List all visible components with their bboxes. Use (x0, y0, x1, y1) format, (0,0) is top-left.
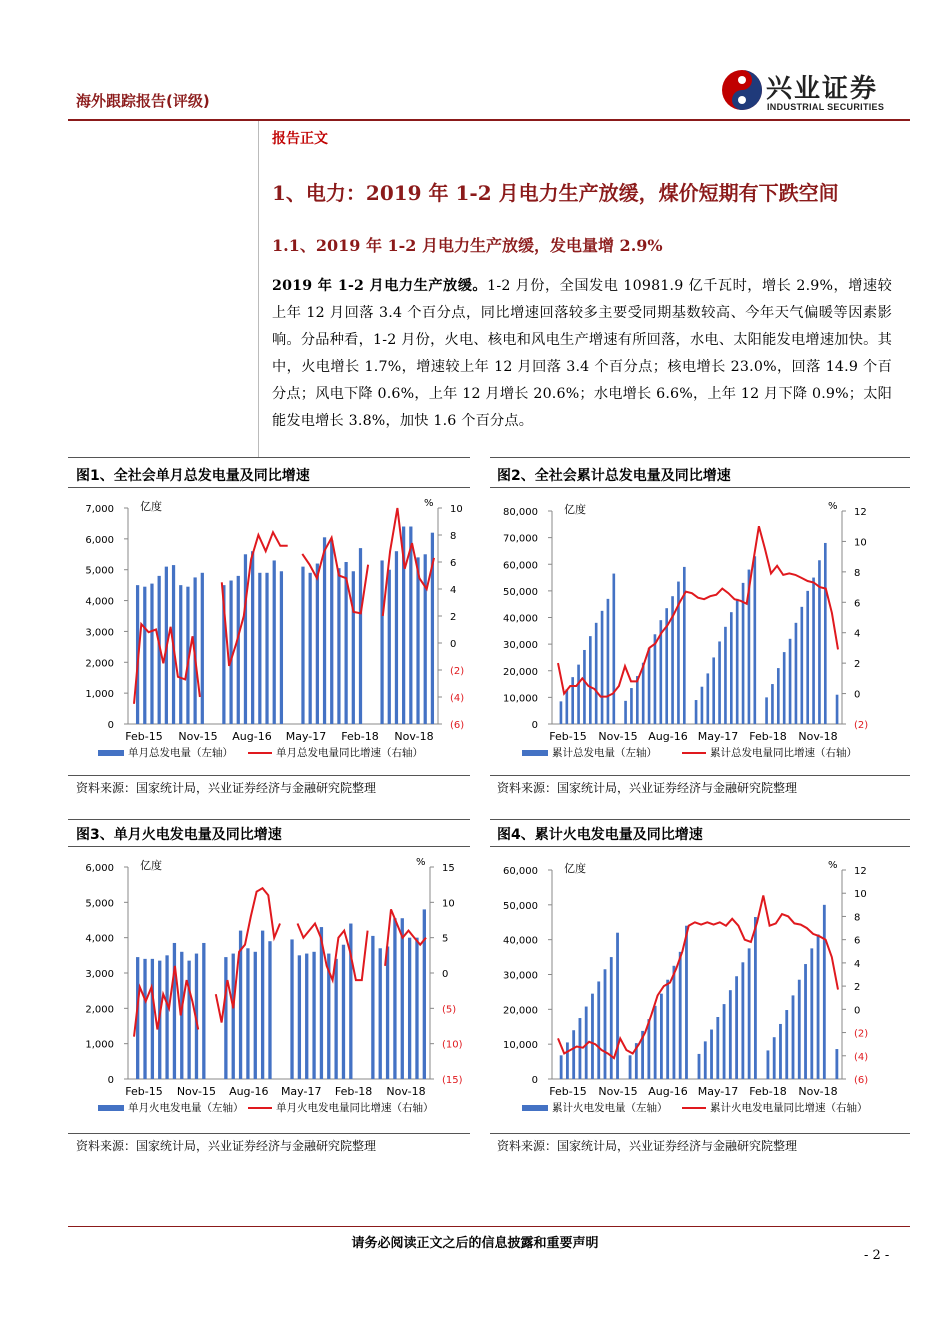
bar (729, 990, 732, 1079)
bar (359, 548, 362, 724)
bar (642, 663, 645, 724)
bar (810, 948, 813, 1079)
bar (560, 1055, 563, 1079)
legend-bar-label: 累计火电发电量（左轴） (552, 1102, 668, 1114)
bar (823, 905, 826, 1079)
bar (754, 917, 757, 1079)
fig2-title: 图2、全社会累计总发电量及同比增速 (497, 468, 731, 484)
bar (301, 567, 304, 724)
x-tick-label: Feb-15 (125, 730, 163, 743)
bar (571, 677, 574, 724)
right-tick-label: 2 (450, 612, 457, 623)
bar (836, 695, 839, 724)
x-tick-label: Feb-15 (549, 1085, 587, 1098)
fig2-top-rule (490, 457, 910, 458)
bar (143, 587, 146, 724)
bar (380, 560, 383, 724)
bar (371, 936, 374, 1079)
bar (224, 957, 227, 1079)
legend-line-label: 单月火电发电量同比增速（右轴） (276, 1102, 434, 1114)
right-tick-label: 2 (854, 982, 861, 994)
bar (342, 945, 345, 1079)
bar (698, 1054, 701, 1079)
bar (654, 634, 657, 724)
right-tick-label: (6) (854, 1075, 869, 1086)
bar (779, 1024, 782, 1079)
bar (298, 955, 301, 1079)
left-tick-label: 1,000 (85, 1039, 114, 1051)
bar (597, 981, 600, 1079)
bar (334, 959, 337, 1079)
bar (415, 938, 418, 1079)
bar (244, 554, 247, 724)
left-tick-label: 40,000 (503, 613, 538, 625)
x-tick-label: Feb-18 (749, 1085, 787, 1098)
bar (785, 1010, 788, 1079)
left-tick-label: 0 (107, 720, 114, 731)
bar (305, 954, 308, 1079)
right-tick-label: 10 (450, 504, 463, 515)
brand-name: 兴业证券 (766, 74, 879, 104)
bar (265, 573, 268, 724)
report-type: 海外跟踪报告(评级) (76, 92, 210, 110)
bar (666, 980, 669, 1079)
left-tick-label: 50,000 (503, 900, 538, 912)
x-tick-label: Aug-16 (232, 730, 272, 743)
page-number: - 2 - (864, 1248, 890, 1263)
bar (818, 560, 821, 724)
bar (629, 1055, 632, 1079)
bar (679, 952, 682, 1079)
right-unit-label: % (828, 501, 838, 512)
bar (695, 700, 698, 724)
bar (408, 938, 411, 1079)
right-unit-label: % (416, 857, 426, 868)
bar (607, 599, 610, 724)
right-tick-label: 8 (854, 912, 861, 924)
fig1-title: 图1、全社会单月总发电量及同比增速 (76, 468, 310, 484)
bar (258, 573, 261, 724)
bar (416, 557, 419, 724)
bar (673, 966, 676, 1079)
right-tick-label: 0 (450, 639, 457, 650)
bar (323, 537, 326, 724)
bar (648, 648, 651, 724)
legend-bar-label: 单月总发电量（左轴） (128, 747, 233, 759)
bar (610, 957, 613, 1079)
fig4-source: 资料来源：国家统计局，兴业证券经济与金融研究院整理 (497, 1139, 798, 1153)
legend-line-label: 累计总发电量同比增速（右轴） (710, 747, 857, 759)
bar (624, 701, 627, 724)
fig2-source: 资料来源：国家统计局，兴业证券经济与金融研究院整理 (497, 781, 798, 795)
bar (773, 1037, 776, 1079)
heading-1: 1、电力：2019 年 1-2 月电力生产放缓，煤价短期有下跌空间 (272, 181, 839, 205)
bar (706, 673, 709, 724)
right-tick-label: (2) (450, 666, 465, 677)
bar (591, 994, 594, 1079)
x-tick-label: Feb-18 (749, 730, 787, 743)
fig4-title: 图4、累计火电发电量及同比增速 (497, 827, 703, 843)
left-tick-label: 3,000 (85, 627, 114, 639)
fig1-bottom-rule (68, 775, 470, 776)
bar (783, 652, 786, 724)
bar (312, 952, 315, 1079)
left-tick-label: 7,000 (85, 504, 114, 515)
left-unit-label: 亿度 (564, 503, 586, 516)
fig3-top-rule (68, 819, 470, 820)
bar (630, 688, 633, 724)
left-unit-label: 亿度 (140, 859, 162, 872)
left-tick-label: 10,000 (503, 1040, 538, 1052)
sidebar-divider (258, 121, 259, 457)
left-tick-label: 20,000 (503, 666, 538, 678)
series-line (134, 888, 426, 1036)
bar (309, 573, 312, 724)
bar (565, 689, 568, 724)
right-tick-label: 8 (450, 531, 457, 542)
x-tick-label: Nov-18 (798, 1085, 838, 1098)
bar (566, 1042, 569, 1079)
left-tick-label: 40,000 (503, 935, 538, 947)
bar (280, 571, 283, 724)
section-label: 报告正文 (272, 131, 328, 147)
left-tick-label: 4,000 (85, 596, 114, 608)
bar (251, 551, 254, 724)
body-paragraph (272, 273, 892, 436)
bar (201, 573, 204, 724)
heading-2: 1.1、2019 年 1-2 月电力生产放缓，发电量增 2.9% (272, 236, 663, 255)
left-tick-label: 5,000 (85, 565, 114, 577)
bar (273, 560, 276, 724)
footer-rule (68, 1226, 910, 1227)
bar (268, 941, 271, 1079)
bar (753, 556, 756, 724)
paragraph-lead: 2019 年 1-2 月电力生产放缓。 (272, 278, 488, 294)
bar (589, 636, 592, 724)
left-tick-label: 30,000 (503, 970, 538, 982)
right-tick-label: 6 (854, 598, 861, 610)
brand-logo (720, 66, 915, 116)
fig2-bottom-rule (490, 775, 910, 776)
bar (395, 551, 398, 724)
right-tick-label: 12 (854, 866, 867, 877)
bar (718, 641, 721, 724)
bar (246, 948, 249, 1079)
bar (806, 591, 809, 724)
bar (612, 574, 615, 724)
bar (683, 567, 686, 724)
legend-line-label: 累计火电发电量同比增速（右轴） (710, 1102, 868, 1114)
brand-name-en: INDUSTRIAL SECURITIES (767, 102, 885, 112)
right-tick-label: 10 (854, 889, 867, 901)
bar (660, 994, 663, 1079)
bar (352, 571, 355, 724)
left-tick-label: 5,000 (85, 898, 114, 910)
bar (179, 585, 182, 724)
x-tick-label: Aug-16 (648, 1085, 688, 1098)
left-tick-label: 80,000 (503, 507, 538, 518)
bar (173, 943, 176, 1079)
bar (835, 1049, 838, 1079)
fig2-title-rule (490, 487, 910, 488)
bar (789, 639, 792, 724)
right-unit-label: % (828, 860, 838, 871)
fig1-source: 资料来源：国家统计局，兴业证券经济与金融研究院整理 (76, 781, 377, 795)
bar (595, 623, 598, 724)
right-tick-label: 5 (442, 933, 449, 945)
bar (290, 939, 293, 1079)
bar (165, 955, 168, 1079)
bar (765, 697, 768, 724)
bar (150, 584, 153, 724)
left-tick-label: 6,000 (85, 863, 114, 874)
x-tick-label: Nov-18 (798, 730, 838, 743)
fig1-title-rule (68, 487, 470, 488)
bar (800, 607, 803, 724)
x-tick-label: Feb-15 (125, 1085, 163, 1098)
legend-bar-label: 累计总发电量（左轴） (552, 747, 657, 759)
left-tick-label: 10,000 (503, 693, 538, 705)
bar (151, 959, 154, 1079)
bar (741, 962, 744, 1079)
left-tick-label: 2,000 (85, 658, 114, 670)
fig3-bottom-rule (68, 1133, 470, 1134)
bar (712, 657, 715, 724)
legend-bar-swatch (522, 750, 548, 756)
x-tick-label: Feb-15 (549, 730, 587, 743)
left-tick-label: 2,000 (85, 1004, 114, 1016)
x-tick-label: Nov-15 (598, 1085, 638, 1098)
legend-bar-swatch (98, 1105, 124, 1111)
right-tick-label: (5) (442, 1004, 457, 1016)
fig4-bottom-rule (490, 1133, 910, 1134)
fig3-title-rule (68, 846, 470, 847)
bar (337, 568, 340, 724)
x-tick-label: May-17 (280, 1085, 322, 1098)
right-tick-label: 0 (854, 1005, 861, 1017)
bar (701, 687, 704, 724)
left-tick-label: 3,000 (85, 969, 114, 980)
bar (647, 1019, 650, 1079)
x-tick-label: Nov-15 (598, 730, 638, 743)
bar (388, 570, 391, 724)
fig4-top-rule (490, 819, 910, 820)
bar (724, 627, 727, 724)
bar (577, 665, 580, 724)
bar (730, 612, 733, 724)
legend-bar-swatch (98, 750, 124, 756)
bar (685, 926, 688, 1079)
header-rule (68, 119, 910, 121)
left-tick-label: 60,000 (503, 560, 538, 572)
x-tick-label: Nov-15 (176, 1085, 216, 1098)
footer-disclaimer: 请务必阅读正文之后的信息披露和重要声明 (351, 1236, 599, 1251)
legend-bar-swatch (522, 1105, 548, 1111)
bar (824, 543, 827, 724)
bar (330, 540, 333, 724)
bar (710, 1030, 713, 1079)
bar (792, 995, 795, 1079)
bar (229, 581, 232, 724)
left-tick-label: 60,000 (503, 866, 538, 877)
bar (254, 952, 257, 1079)
left-tick-label: 0 (531, 720, 538, 731)
left-tick-label: 1,000 (85, 689, 114, 701)
bar (723, 1004, 726, 1079)
right-tick-label: (10) (442, 1039, 463, 1051)
left-tick-label: 0 (531, 1075, 538, 1086)
bar (560, 701, 563, 724)
right-tick-label: 6 (450, 558, 457, 569)
right-tick-label: 4 (854, 958, 861, 970)
x-tick-label: May-17 (697, 1085, 739, 1098)
right-tick-label: 0 (854, 689, 861, 701)
left-tick-label: 70,000 (503, 533, 538, 545)
x-tick-label: May-17 (285, 730, 327, 743)
bar (736, 599, 739, 724)
bar (812, 578, 815, 724)
right-tick-label: 6 (854, 935, 861, 947)
bar (795, 623, 798, 724)
bar (742, 583, 745, 724)
brand-logo-icon (720, 68, 764, 112)
bar (237, 576, 240, 724)
fig4-chart (490, 851, 910, 1129)
fig3-chart (68, 851, 472, 1129)
bar (636, 676, 639, 724)
bar (735, 976, 738, 1079)
bar (424, 554, 427, 724)
left-tick-label: 30,000 (503, 640, 538, 652)
bar (716, 1017, 719, 1079)
x-tick-label: Feb-18 (334, 1085, 373, 1098)
bar (601, 611, 604, 724)
bar (767, 1050, 770, 1079)
x-tick-label: Feb-18 (341, 730, 379, 743)
right-tick-label: (15) (442, 1075, 463, 1086)
x-tick-label: Aug-16 (229, 1085, 269, 1098)
bar (232, 954, 235, 1079)
bar (423, 909, 426, 1079)
left-tick-label: 4,000 (85, 933, 114, 945)
right-tick-label: 12 (854, 507, 867, 518)
bar (583, 650, 586, 724)
left-unit-label: 亿度 (564, 862, 586, 875)
bar (654, 1006, 657, 1079)
right-tick-label: 10 (442, 898, 455, 910)
right-tick-label: (6) (450, 720, 465, 731)
right-tick-label: 4 (854, 628, 861, 640)
fig3-title: 图3、单月火电发电量及同比增速 (76, 827, 282, 843)
right-tick-label: (4) (450, 693, 465, 704)
right-tick-label: 2 (854, 659, 861, 671)
bar (187, 961, 190, 1079)
right-tick-label: (4) (854, 1051, 869, 1063)
bar (579, 1018, 582, 1079)
bar (393, 918, 396, 1079)
x-tick-label: Nov-18 (386, 1085, 426, 1098)
bar (401, 918, 404, 1079)
bar (379, 948, 382, 1079)
right-tick-label: 4 (450, 585, 457, 596)
bar (143, 959, 146, 1079)
left-tick-label: 0 (107, 1075, 114, 1086)
fig4-title-rule (490, 846, 910, 847)
legend-bar-label: 单月火电发电量（左轴） (128, 1102, 244, 1114)
bar (572, 1030, 575, 1079)
fig2-chart (490, 492, 910, 770)
left-tick-label: 50,000 (503, 586, 538, 598)
right-tick-label: 8 (854, 567, 861, 579)
bar (261, 931, 264, 1079)
x-tick-label: Aug-16 (648, 730, 688, 743)
left-tick-label: 6,000 (85, 534, 114, 546)
bar (704, 1041, 707, 1079)
bar (804, 964, 807, 1079)
right-tick-label: 15 (442, 863, 455, 874)
bar (817, 934, 820, 1079)
right-tick-label: 0 (442, 969, 449, 980)
x-tick-label: May-17 (697, 730, 739, 743)
bar (386, 947, 389, 1080)
bar (771, 684, 774, 724)
left-unit-label: 亿度 (140, 500, 162, 513)
left-tick-label: 20,000 (503, 1005, 538, 1017)
bar (604, 969, 607, 1079)
right-tick-label: 10 (854, 537, 867, 549)
x-tick-label: Nov-15 (178, 730, 218, 743)
right-tick-label: (2) (854, 720, 869, 731)
bar (748, 948, 751, 1079)
bar (409, 527, 412, 724)
bar (798, 980, 801, 1079)
fig1-top-rule (68, 457, 470, 458)
fig1-chart (68, 492, 472, 770)
right-unit-label: % (424, 498, 434, 509)
right-tick-label: (2) (854, 1028, 869, 1040)
x-tick-label: Nov-18 (394, 730, 434, 743)
legend-line-label: 单月总发电量同比增速（右轴） (276, 747, 423, 759)
bar (202, 943, 205, 1079)
bar (777, 668, 780, 724)
bar (616, 933, 619, 1079)
paragraph-text: 1-2 月份，全国发电 10981.9 亿千瓦时，增长 2.9%，增速较上年 12 月回落 3.4 个百分点，同比增速回落较多主要受同期基数较高、今年天气偏暖等因素影响。分品种看，1-2 月份，火电、核电和风电生产增速有所回落，水电、太阳能发电增速加快。其中，火电增长 1.7%，增速较上年 12 月回落 3.4 个百分点；核电增长 23.0%，回落 14.9 个百分点；风电下降 0.6%，上年 12 月增长 20.6%；水电增长 6.6%，上年 12 月下降 0.9%；太阳能发电增长 3.8%，加快 1.6 个百分点。 (272, 278, 892, 430)
bar (316, 564, 319, 724)
fig3-source: 资料来源：国家统计局，兴业证券经济与金融研究院整理 (76, 1139, 377, 1153)
